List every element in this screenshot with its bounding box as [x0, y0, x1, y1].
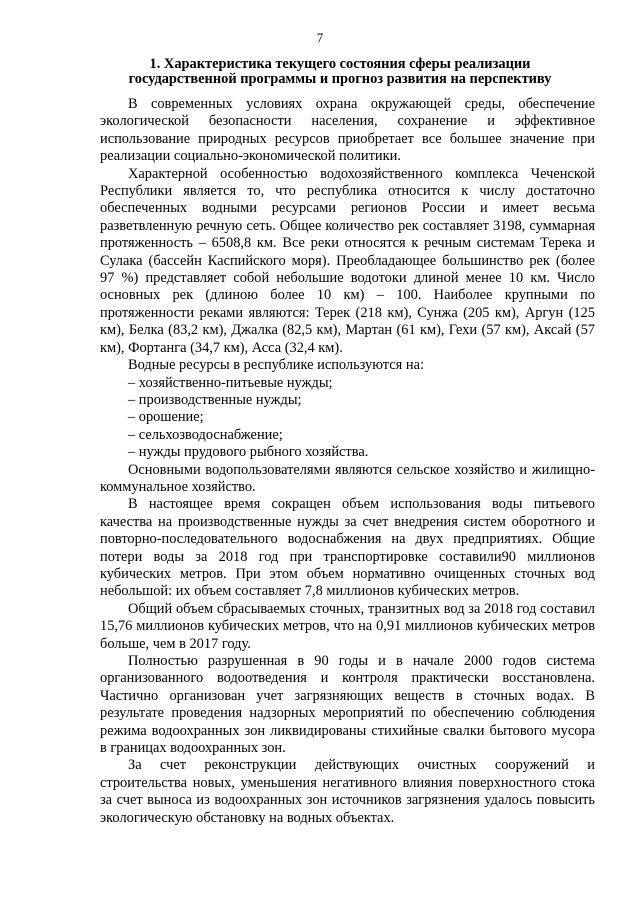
list-item: – орошение;	[128, 409, 204, 426]
document-body	[100, 96, 595, 827]
paragraph: Характерной особенностью водохозяйственного комплекса Чеченской Республики является то, что республика относится к числу достаточно обеспеченных водными ресурсами регионов России и имеет весьма разветвленную речную сеть. Общее количество рек составляет 3198, суммарная протяженность – 6508,8 км. Все реки относятся к речным системам Терека и Сулака (бассейн Каспийского моря). Преобладающее большинство рек (более 97 %) представляет собой небольшие водотоки длиной менее 10 км. Число основных рек (длиною более 10 км) – 100. Наиболее крупными по протяженности реками являются: Терек (218 км), Сунжа (205 км), Аргун (125 км), Белка (83,2 км), Джалка (82,5 км), Мартан (61 км), Гехи (57 км), Аксай (57 км), Фортанга (34,7 км), Асса (32,4 км).	[100, 165, 595, 356]
paragraph: За счет реконструкции действующих очистных сооружений и строительства новых, уменьшения негативного влияния поверхностного стока за счет выноса из водоохранных зон источников загрязнения удалось повысить экологическую обстановку на водных объектах.	[100, 757, 595, 826]
paragraph: В настоящее время сокращен объем использования воды питьевого качества на производственные нужды за счет внедрения систем оборотного и повторно-последовательного водоснабжения на двух предприятиях. Общие потери воды за 2018 год при транспортировке составили90 миллионов кубических метров. При этом объем нормативно очищенных сточных вод небольшой: их объем составляет 7,8 миллионов кубических метров.	[100, 496, 595, 600]
paragraph: Общий объем сбрасываемых сточных, транзитных вод за 2018 год составил 15,76 миллионов кубических метров, что на 0,91 миллионов кубических метров больше, чем в 2017 году.	[100, 600, 595, 652]
paragraph: Полностью разрушенная в 90 годы и в начале 2000 годов система организованного водоотведения и контроля практически восстановлена. Частично организован учет загрязняющих веществ в сточных водах. В результате проведения надзорных мероприятий по обеспечению соблюдения режима водоохранных зон ликвидированы стихийные свалки бытового мусора в границах водоохранных зон.	[100, 653, 595, 757]
list-item: – производственные нужды;	[128, 391, 302, 408]
heading-line-2: государственной программы и прогноз развития на перспективу	[128, 71, 552, 87]
page-number: 7	[316, 30, 324, 45]
section-heading	[100, 57, 580, 87]
paragraph: Основными водопользователями являются сельское хозяйство и жилищно-коммунальное хозяйство.	[100, 461, 595, 495]
heading-line-1: 1. Характеристика текущего состояния сферы реализации	[149, 56, 531, 72]
list-item: – хозяйственно-питьевые нужды;	[128, 374, 333, 391]
paragraph: В современных условиях охрана окружающей среды, обеспечение экологической безопасности населения, сохранение и эффективное использование природных ресурсов приобретает все большее значение при реализации социально-экономической политики.	[100, 96, 595, 165]
list-item: – нужды прудового рыбного хозяйства.	[128, 444, 369, 461]
list-item: – сельхозводоснабжение;	[128, 426, 283, 443]
paragraph: Водные ресурсы в республике используются на:	[128, 357, 424, 374]
